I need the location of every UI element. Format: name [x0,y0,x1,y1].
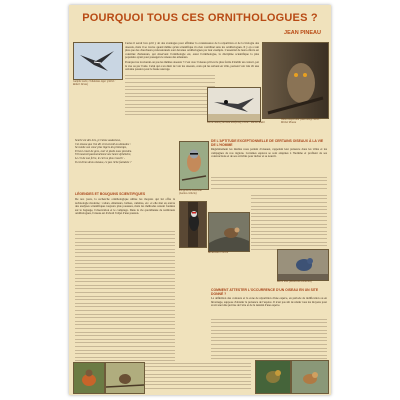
blue-thrush-image [278,250,328,280]
woodpecker-image [180,202,206,247]
robin-image [74,363,104,393]
heading-comment: COMMENT ATTESTER L'OCCURRENCE D'UN OISEAU EN UN SITE DONNÉ ? [211,288,319,296]
text-lines [75,231,175,361]
photo-green-bird [255,360,291,394]
text-lines [211,177,327,189]
photo-tern-flight [73,42,123,80]
caption-4: Pie-grièche écorcheur (Lanius collurio) [179,189,203,195]
tern-ground-image [208,88,260,121]
photo-blue-thrush [277,249,329,281]
poem-line: S'il mourait passionnément une heure éphémère, [75,152,132,157]
comment-text: La définition des contours et la zone de répartition d'une espèce, en période de nidification ou en hivernage, suppose d'obtenir la présence de l'espèce. Il n'est pas sûr de réunir tous les moyens pour avoir une idée précise de l'aire et de la densité d'une espèce. [211,296,327,308]
caption-3: Hibou moyen-duc (Asio otus), cliché : Michel Pineau [281,118,321,124]
poem-line: Cet oiseau que l'on dit s'est envolé au domaine : [75,141,131,146]
photo-small-bird [291,360,329,394]
aptitude-text: Régulièrement les médias nous parlent d'oiseaux, rappelant leur présence dans les villes et les campagnes de nos régions. Certaines espèces se sont adaptées à l'homme et profitent de ses constructions et de ses activités pour nicher et se nourrir. [211,147,327,159]
text-lines [145,363,251,392]
photo-owl [262,42,329,119]
poem-line: Il est d'eux deux oiseaux, ce pas riche fantaisie ? [75,159,132,164]
intro-paragraph-2: Pourquoi ne trouverait-on pas les mêmes oiseaux ? C'est avec l'oiseau qu'il est le plus facile d'établir un contact, par la vue ou par l'ouïe. Celui qui a un désir de voir les oiseaux, ceux qui les suivent en ville, peuvent voir très tôt une certaine passion pour le faune sauvage. [125,59,259,72]
legends-text: De nos jours, la recherche ornithologique utilise les moyens qui lui offre la technologie moderne : radars, émetteurs, balises, caméras, etc. et elle met en œuvre des analyses scientifiques toujours plus poussées, mais les méthodes restent fondées sur le baguage, l'observation et le comptage. Dans la vie quotidienne de nombreux ornithologues, l'oiseau est d'abord l'objet d'une passion. [75,197,175,216]
heading-aptitude: DE L'APTITUDE EXCEPTIONNELLE DE CERTAINS OISEAUX À LA VIE DE L'HOMME [211,139,324,147]
photo-perched-bird [105,362,145,394]
caption-1: Guifette noire, Chlidonias niger (cliché : Robert Devos) [73,80,116,86]
shrike-image [180,142,208,189]
text-lines [251,195,327,251]
poster-author: JEAN PINEAU [284,30,321,36]
text-lines [211,319,327,359]
caption-2: Sterne naine (Sternula albifrons), cliché : Michel Rudel [207,121,265,124]
poem [75,139,175,164]
intro-paragraph-1: Certes il serait bon qu'il y ait des avantages pour affirmer la connaissance de la répartition et de la biologie des oiseaux, mais il se trouve quand même qu'un scientifique n'a rien contribué sans les ornithologues. Il y en a tant plus que des chercheurs professionnels sont devenus ornithologues par leur exemple. L'essentiel de leurs efforts est constitué d'amateurs, qui observent l'ornithologie est, aussi l'ornithologue, la discipline scientifique la plus populaire ayant pour passagers le réseau des amateurs. [125,41,259,60]
photo-robin [73,362,105,394]
small-bird-image [292,361,328,393]
owl-image [263,43,328,118]
intro-text [125,42,259,73]
poster [69,5,331,395]
caption-6: Merle bleu (Monticola solitarius) [277,280,312,283]
caption-5: Bécasseau et torcol [208,251,229,254]
poem-line: Le cri de son frère, le ciel ne plus s'ouvrir - [75,155,126,160]
photo-woodpecker [179,201,207,248]
tern-flight-image [74,43,122,79]
poem-line: Se tombe son cœur plus légers du printemps, [75,145,127,150]
photo-tern-ground [207,87,261,122]
photo-shrike [179,141,209,190]
poster-title: POURQUOI TOUS CES ORNITHOLOGUES ? [82,12,318,24]
poem-line: Scarlé est dès lors, je l'aime audacieux, [75,138,121,142]
rock-bird-image [209,213,249,251]
perched-bird-image [106,363,144,393]
text-lines [125,75,215,115]
heading-legends: LÉGENDES ET BOUQUINS SCIENTIFIQUES [75,192,146,196]
green-bird-image [256,361,290,393]
poem-line: Et leur envol de gros, noir et pieds nous prendra. [75,148,132,153]
photo-rock-bird [208,212,250,252]
